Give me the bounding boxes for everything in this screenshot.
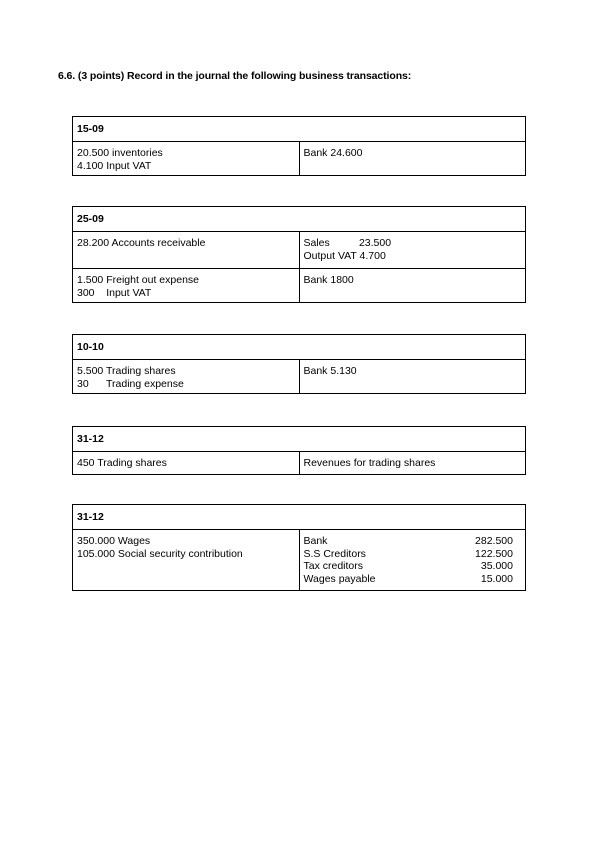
debit-line: 28.200 Accounts receivable — [77, 237, 206, 249]
debit-line: 4.100 Input VAT — [77, 159, 152, 172]
debit-line: 5.500 Trading shares — [77, 365, 176, 377]
credit-line: Revenues for trading shares — [303, 457, 436, 469]
debit-cell — [73, 142, 300, 176]
journal-row — [73, 452, 526, 475]
credit-cell — [299, 360, 526, 394]
credit-amount: 35.000 — [480, 560, 513, 572]
debit-cell — [73, 232, 300, 269]
credit-line: Bank 5.130 — [303, 365, 357, 377]
credit-account: Tax creditors — [303, 560, 364, 572]
credit-amount: 122.500 — [475, 547, 513, 560]
credit-line — [304, 535, 522, 548]
credit-cell — [299, 142, 526, 176]
credit-line: Sales 23.500 — [303, 237, 392, 249]
debit-line: 1.500 Freight out expense — [77, 274, 200, 286]
journal-row — [73, 232, 526, 269]
entry-date: 10-10 — [73, 335, 526, 360]
journal-row — [73, 360, 526, 394]
credit-account: S.S Creditors — [303, 547, 366, 560]
entry-date: 15-09 — [73, 117, 526, 142]
journal-entry-31-12-b — [72, 504, 526, 591]
credit-amount: 15.000 — [480, 572, 513, 585]
credit-amount: 282.500 — [475, 535, 513, 547]
journal-entry-25-09 — [72, 206, 526, 303]
credit-line: Bank 1800 — [303, 274, 354, 286]
journal-row — [73, 142, 526, 176]
journal-entry-31-12-a — [72, 426, 526, 475]
journal-entry-15-09 — [72, 116, 526, 176]
debit-line: 30 Trading expense — [77, 377, 184, 390]
credit-line: Bank 24.600 — [303, 147, 363, 159]
debit-line: 300 Input VAT — [77, 286, 152, 299]
debit-cell — [73, 452, 300, 475]
journal-entry-10-10 — [72, 334, 526, 394]
entry-date: 25-09 — [73, 207, 526, 232]
journal-row — [73, 269, 526, 303]
debit-cell — [73, 530, 300, 591]
debit-cell — [73, 360, 300, 394]
page-title: 6.6. (3 points) Record in the journal the following business transactions: — [58, 70, 412, 82]
credit-line: Output VAT 4.700 — [303, 249, 386, 262]
debit-cell — [73, 269, 300, 303]
entry-date: 31-12 — [73, 505, 526, 530]
credit-cell — [299, 530, 526, 591]
credit-cell — [299, 269, 526, 303]
entry-date: 31-12 — [73, 427, 526, 452]
debit-line: 450 Trading shares — [77, 457, 167, 469]
journal-row — [73, 530, 526, 591]
credit-account: Wages payable — [303, 572, 376, 585]
credit-account: Bank — [303, 535, 328, 547]
credit-cell — [299, 452, 526, 475]
credit-cell — [299, 232, 526, 269]
credit-line — [304, 548, 522, 561]
debit-line: 105.000 Social security contribution — [77, 547, 243, 560]
credit-line — [304, 560, 522, 573]
debit-line: 350.000 Wages — [77, 535, 151, 547]
credit-line — [304, 573, 522, 586]
debit-line: 20.500 inventories — [77, 147, 163, 159]
